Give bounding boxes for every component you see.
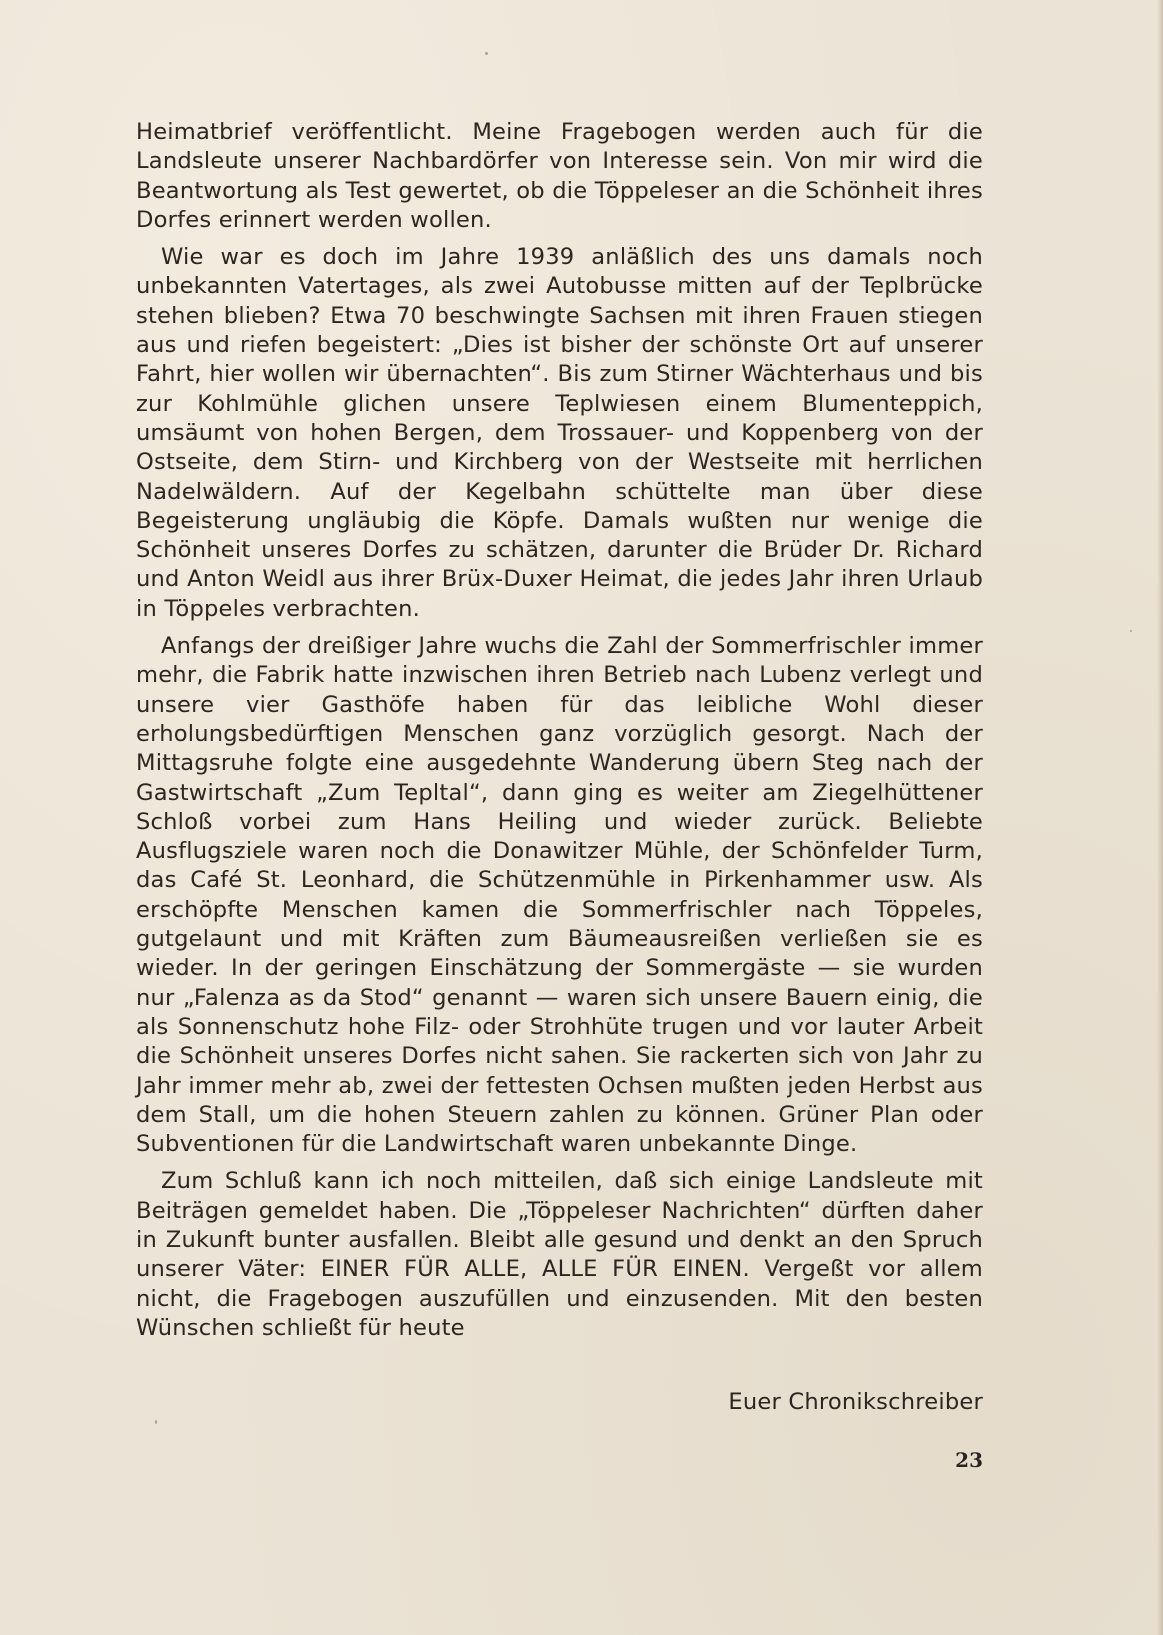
paper-speck — [1130, 630, 1132, 632]
paragraph-2: Wie war es doch im Jahre 1939 anläßlich des uns damals noch unbekannten Vatertages, als zwei Autobusse mitten auf der Teplbrücke stehen blieben? Etwa 70 beschwingte Sachsen mit ihren Frauen stiegen aus und riefen begeistert: „Dies ist bisher der schönste Ort auf unserer Fahrt, hier wollen wir übernachten“. Bis zum Stirner Wächterhaus und bis zur Kohlmühle glichen unsere Teplwiesen einem Blumenteppich, umsäumt von hohen Bergen, dem Trossauer- und Koppenberg von der Ostseite, dem Stirn- und Kirchberg von der Westseite mit herrlichen Nadelwäldern. Auf der Kegelbahn schüttelte man über diese Begeisterung ungläubig die Köpfe. Damals wußten nur wenige die Schönheit unseres Dorfes zu schätzen, darunter die Brüder Dr. Richard und Anton Weidl aus ihrer Brüx-Duxer Heimat, die jedes Jahr ihren Urlaub in Töppeles verbrachten. — [136, 244, 983, 622]
paragraph-4: Zum Schluß kann ich noch mitteilen, daß sich einige Landsleute mit Beiträgen gemeldet haben. Die „Töppeleser Nachrichten“ dürften daher in Zukunft bunter ausfallen. Bleibt alle gesund und denkt an den Spruch unserer Väter: EINER FÜR ALLE, ALLE FÜR EINEN. Vergeßt vor allem nicht, die Fragebogen auszufüllen und einzusenden. Mit den besten Wünschen schließt für heute — [136, 1168, 983, 1341]
signature: Euer Chronikschreiber — [728, 1389, 983, 1415]
paragraph-3: Anfangs der dreißiger Jahre wuchs die Zahl der Sommerfrischler immer mehr, die Fabrik hatte inzwischen ihren Betrieb nach Lubenz verlegt und unsere vier Gasthöfe haben für das leibliche Wohl dieser erholungsbedürftigen Menschen ganz vorzüglich gesorgt. Nach der Mittagsruhe folgte eine ausgedehnte Wanderung übern Steg nach der Gastwirtschaft „Zum Tepltal“, dann ging es weiter am Ziegelhüttener Schloß vorbei zum Hans Heiling und wieder zurück. Beliebte Ausflugsziele waren noch die Donawitzer Mühle, der Schönfelder Turm, das Café St. Leonhard, die Schützenmühle in Pirkenhammer usw. Als erschöpfte Menschen kamen die Sommerfrischler nach Töppeles, gutgelaunt und mit Kräften zum Bäumeausreißen verließen sie es wieder. In der geringen Einschätzung der Sommergäste — sie wurden nur „Falenza as da Stod“ genannt — waren sich unsere Bauern einig, die als Sonnenschutz hohe Filz- oder Strohhüte trugen und vor lauter Arbeit die Schönheit unseres Dorfes nicht sahen. Sie rackerten sich von Jahr zu Jahr immer mehr ab, zwei der fettesten Ochsen mußten jeden Herbst aus dem Stall, um die hohen Steuern zahlen zu können. Grüner Plan oder Subventionen für die Landwirtschaft waren unbekannte Dinge. — [136, 633, 983, 1158]
paper-speck — [485, 52, 488, 55]
paragraph-1: Heimatbrief veröffentlicht. Meine Fragebogen werden auch für die Landsleute unserer Nachbardörfer von Interesse sein. Von mir wird die Beantwortung als Test gewertet, ob die Töppeleser an die Schönheit ihres Dorfes erinnert werden wollen. — [136, 119, 983, 233]
paper-speck — [155, 1420, 157, 1424]
page-edge-shadow — [1157, 0, 1163, 1635]
paper-speck — [690, 1140, 692, 1142]
body-text — [136, 118, 983, 1351]
page-number: 23 — [955, 1448, 983, 1472]
